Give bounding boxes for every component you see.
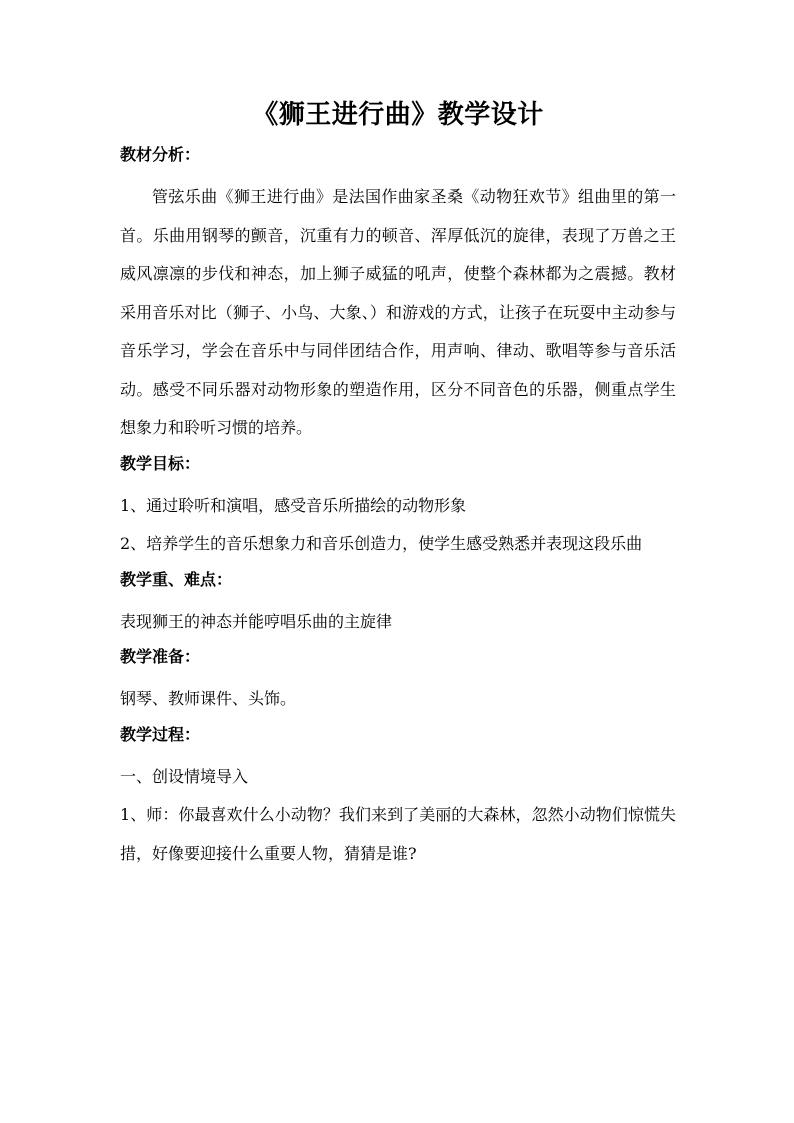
process-step-1-body: 1、师：你最喜欢什么小动物？我们来到了美丽的大森林，忽然小动物们惊慌失措，好像要迎接什么重要人物，猜猜是谁? <box>120 805 676 863</box>
section-heading-key-points: 教学重、难点： <box>120 569 233 589</box>
goal-item-1: 1、通过聆听和演唱，感受音乐所描绘的动物形象 <box>120 495 467 515</box>
key-points-text: 表现狮王的神态并能哼唱乐曲的主旋律 <box>120 611 393 631</box>
section-heading-preparation: 教学准备： <box>120 647 201 666</box>
section-heading-analysis: 教材分析： <box>120 145 201 164</box>
document-title: 《狮王进行曲》教学设计 <box>252 100 544 130</box>
analysis-paragraph: 管弦乐曲《狮王进行曲》是法国作曲家圣桑《动物狂欢节》组曲里的第一首。乐曲用钢琴的颤音，沉重有力的顿音、浑厚低沉的旋律，表现了万兽之王威风凛凛的步伐和神态，加上狮子威猛的吼声，使整个森林都为之震撼。教材采用音乐对比（狮子、小鸟、大象、）和游戏的方式，让孩子在玩耍中主动参与音乐学习，学会在音乐中与同伴团结合作，用声响、律动、歌唱等参与音乐活动。感受不同乐器对动物形象的塑造作用，区分不同音色的乐器，侧重点学生想象力和聆听习惯的培养。 <box>120 187 676 437</box>
document-page <box>120 95 676 873</box>
goal-item-2: 2、培养学生的音乐想象力和音乐创造力，使学生感受熟悉并表现这段乐曲 <box>120 534 643 553</box>
section-heading-process: 教学过程： <box>120 724 201 744</box>
process-step-1-title: 一、创设情境导入 <box>120 766 249 786</box>
preparation-text: 钢琴、教师课件、头饰。 <box>120 689 297 708</box>
section-heading-goals: 教学目标： <box>120 453 201 473</box>
